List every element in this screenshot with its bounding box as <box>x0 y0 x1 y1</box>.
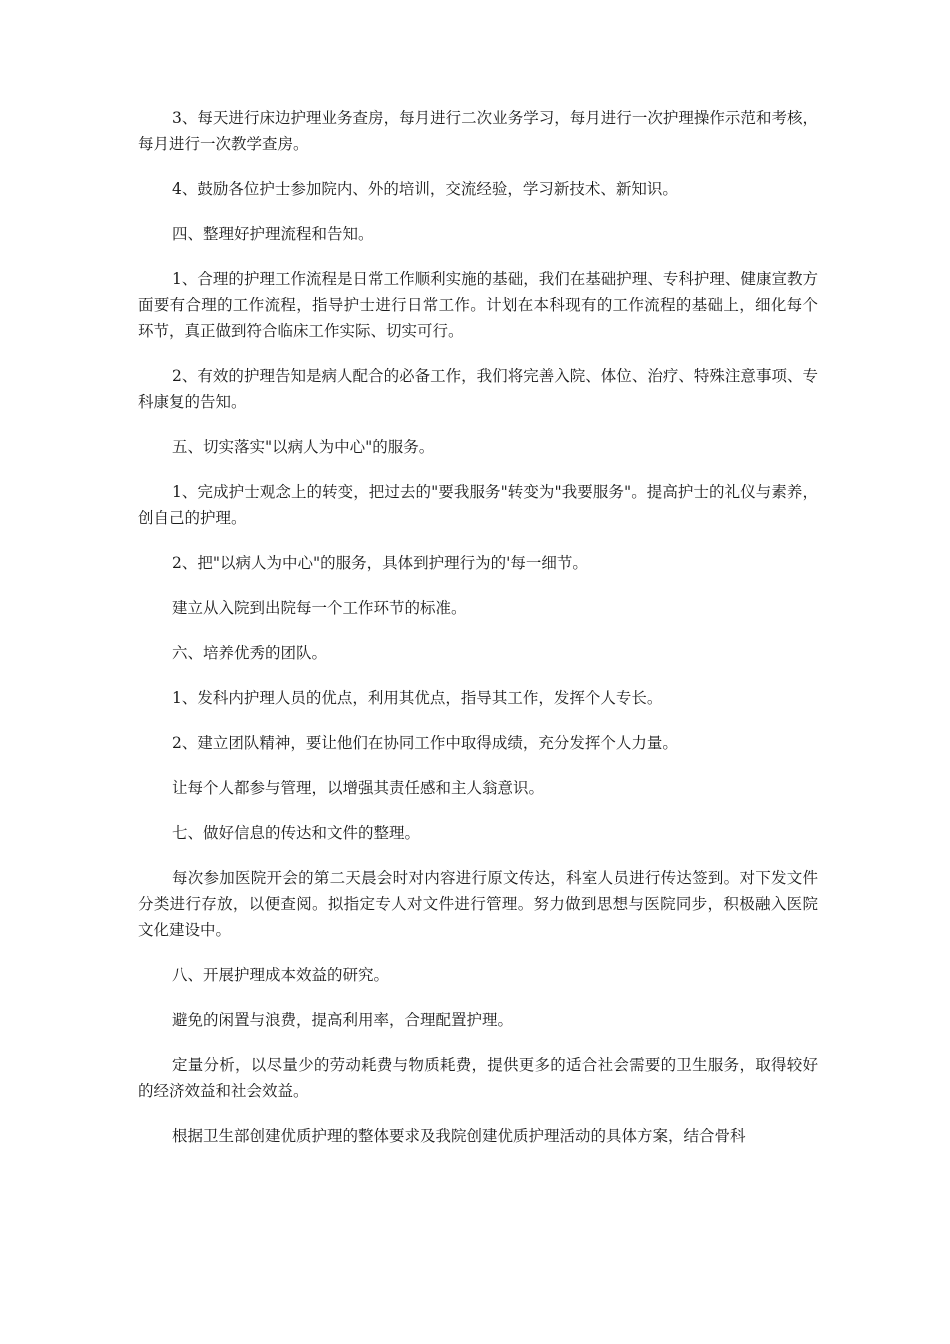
paragraph-team-spirit: 2、建立团队精神，要让他们在协同工作中取得成绩，充分发挥个人力量。 <box>172 734 678 752</box>
paragraph-participation: 让每个人都参与管理，以增强其责任感和主人翁意识。 <box>172 779 545 797</box>
paragraph-strengths: 1、发科内护理人员的优点，利用其优点，指导其工作，发挥个人专长。 <box>172 689 663 707</box>
paragraph-standards: 建立从入院到出院每一个工作环节的标准。 <box>172 599 467 617</box>
paragraph-avoid-waste: 避免的闲置与浪费，提高利用率，合理配置护理。 <box>172 1011 514 1029</box>
section-heading-4: 四、整理好护理流程和告知。 <box>172 225 374 243</box>
paragraph-workflow: 1、合理的护理工作流程是日常工作顺利实施的基础，我们在基础护理、专科护理、健康宣教方面要有合理的工作流程，指导护士进行日常工作。计划在本科现有的工作流程的基础上，细化每个环节，真正做到符合临床工作实际、切实可行。 <box>138 270 818 340</box>
section-heading-8: 八、开展护理成本效益的研究。 <box>172 966 390 984</box>
paragraph-notification: 2、有效的护理告知是病人配合的必备工作，我们将完善入院、体位、治疗、特殊注意事项、专科康复的告知。 <box>138 367 818 411</box>
paragraph-quantitative: 定量分析，以尽量少的劳动耗费与物质耗费，提供更多的适合社会需要的卫生服务，取得较好的经济效益和社会效益。 <box>138 1056 818 1100</box>
paragraph-information: 每次参加医院开会的第二天晨会时对内容进行原文传达，科室人员进行传达签到。对下发文件分类进行存放，以便查阅。拟指定专人对文件进行管理。努力做到思想与医院同步，积极融入医院文化建设中。 <box>138 869 818 939</box>
paragraph-attitude-change: 1、完成护士观念上的转变，把过去的"要我服务"转变为"我要服务"。提高护士的礼仪与素养，创自己的护理。 <box>138 483 818 527</box>
section-heading-5: 五、切实落实"以病人为中心"的服务。 <box>172 438 435 456</box>
document-page <box>138 105 818 1168</box>
section-heading-7: 七、做好信息的传达和文件的整理。 <box>172 824 421 842</box>
paragraph-item-4-training: 4、鼓励各位护士参加院内、外的培训，交流经验，学习新技术、新知识。 <box>172 180 678 198</box>
section-heading-6: 六、培养优秀的团队。 <box>172 644 328 662</box>
paragraph-item-3-rounds: 3、每天进行床边护理业务查房，每月进行二次业务学习，每月进行一次护理操作示范和考核，每月进行一次教学查房。 <box>138 109 818 153</box>
paragraph-quality-care: 根据卫生部创建优质护理的整体要求及我院创建优质护理活动的具体方案，结合骨科 <box>172 1127 746 1145</box>
paragraph-patient-centered: 2、把"以病人为中心"的服务，具体到护理行为的'每一细节。 <box>172 554 588 572</box>
